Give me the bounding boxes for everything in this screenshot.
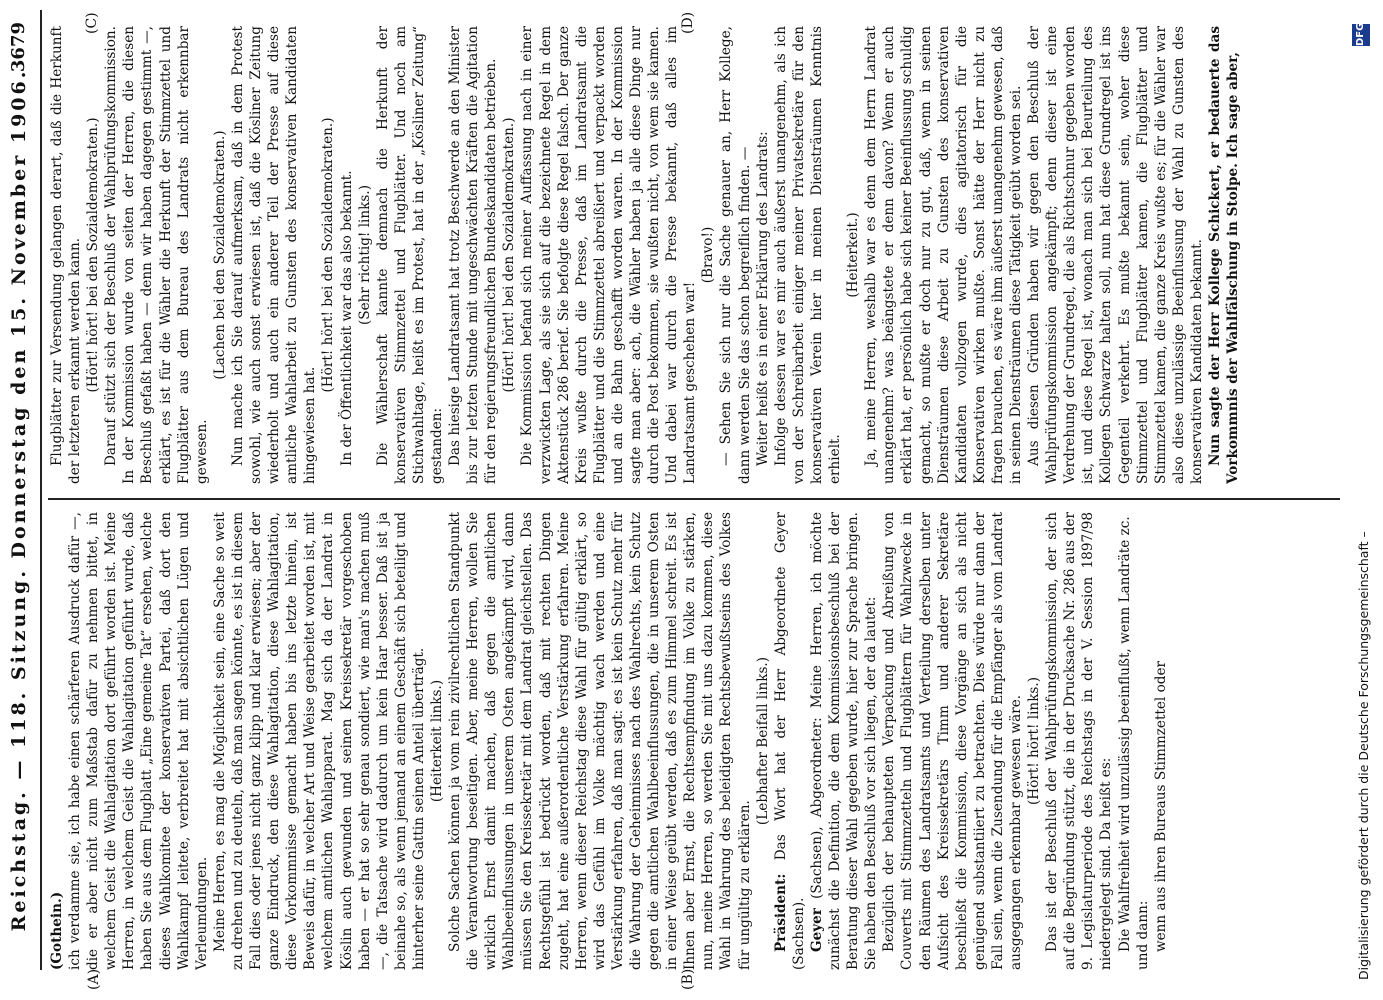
paragraph: Die Wählerschaft kannte demnach die Herkunft der konservativen Stimmzettel und Flugblätter. Und noch am Stichwahltage, heißt es im Protest, hat in der „Kösliner Zeitung“ gestanden:	[374, 26, 445, 484]
page-header-title: Reichstag. — 118. Sitzung. Donnerstag den 15. November 1906.	[8, 68, 30, 932]
paragraph: Das ist der Beschluß der Wahlprüfungskommission, der sich auf die Begründung stützt, die in der Drucksache Nr. 286 aus der 9. Legislaturperiode des Reichstags in der V. Session 1897/98 niedergelegt sind. Da heißt es:	[1044, 512, 1115, 970]
paragraph	[772, 512, 808, 970]
paragraph-text: Das Wort hat der Herr Abgeordnete Geyer (Sachsen).	[772, 512, 807, 970]
interjection: (Hört! hört! bei den Sozialdemokraten.)	[501, 117, 518, 393]
paragraph	[808, 512, 880, 970]
paragraph: Ja, meine Herren, weshalb war es denn dem Herrn Landrat unangenehm? was beängstete er denn davon? Wenn er auch erklärt hat, er persönlich habe sich keiner Beeinflussung schuldig gemacht, so mußte er doch nur zu gut, daß, wenn in seinen Diensträumen diese Arbeit zu Gunsten des konservativen Kandidaten vollzogen wurde, dies agitatorisch für die Konservativen wirken mußte. Sonst hätte der Herr nicht zu fragen brauchen, es wäre ihm äußerst unangenehm gewesen, daß in seinen Diensträumen diese Tätigkeit geübt worden sei.	[863, 26, 1024, 484]
interjection: (Lachen bei den Sozialdemokraten.)	[211, 130, 228, 380]
paragraph: ich verdamme sie, ich habe einen schärferen Ausdruck dafür —, die er aber nicht zum Maßstab dafür zu nehmen bittet, in welchem Geist die Wahlagitation dort geführt worden ist. Meine Herren, in welchem Geist die Wahlagitation geführt wurde, daß haben Sie aus dem Flugblatt „Eine gemeine Tat“ ersehen, welche dieses Wahlkomitee der konservativen Partei, daß dort den Wahlkampf leitete, verbreitet hat mit absichtlichen Lügen und Verleumdungen.	[67, 512, 210, 970]
speaker-tag: (Gothein.)	[49, 891, 65, 970]
interjection: (Heiterkeit.)	[845, 212, 862, 298]
quotation: Die Wahlfreiheit wird unzulässig beeinflußt, wenn Landräte zc.	[1116, 516, 1133, 952]
interjection: (Hört! hört! bei den Sozialdemokraten.)	[85, 117, 102, 393]
header-rule	[40, 10, 42, 970]
margin-marker-d: (D)	[680, 11, 696, 34]
paragraph: Die Kommission befand sich meiner Auffassung nach in einer verzwickten Lage, als sie sich auf die bezeichnete Regel in dem Aktenstück 286 berief. Sie befolgte diese Regel falsch. Der ganze Kreis wußte durch die Presse, daß im Landratsamt die Flugblätter und die Stimmzettel abreißiert und verpackt worden und an die Bahn geschafft worden waren. In der Kommission sagte man aber: ach, die Wähler haben ja alle diese Dinge nur durch die Post bekommen, sie wußten nicht, von wem sie kamen. Und dabei war durch die Presse bekannt, daß alles im Landratsamt geschehen war!	[519, 26, 699, 484]
quotation: Das hiesige Landratsamt hat trotz Beschwerde an den Minister bis zur letzten Stunde mit ungeschwächten Kräften die Agitation für den regierungsfreundlichen Bundeskandidaten betrieben.	[447, 26, 500, 484]
paragraph: Solche Sachen können ja vom rein zivilrechtlichen Standpunkt die Verantwortung beseitigen. Aber, meine Herren, wollen Sie wirklich Ernst damit machen, daß gegen die amtlichen Wahlbeeinflussungen in unserem Osten angekämpft wird, dann müssen Sie den Kreissekretär mit dem Landrat gleichstellen. Das Rechtsgefühl ist bedrückt worden, daß mit rechten Dingen zugeht, hat eine außerordentliche Verstärkung erfahren. Meine Herren, wenn dieser Reichstag diese Wahl für gültig erklärt, so wird das Gefühl im Volke mächtig wach werden und eine Verstärkung erfahren, daß man sagt: es ist kein Schutz mehr für die Wahrung der Geheimnisses nach des Wahlrechts, kein Schutz gegen die amtlichen Wahlbeeinflussungen, die in unserem Osten in einer Weise geübt werden, daß es zum Himmel schreit. Es ist Ihnen aber Ernst, die Rechtsempfindung im Volke zu stärken, nun, meine Herren, so werden Sie mit uns dazu kommen, diese Wahl in Wahrung des beleidigten Rechtsbewußtseins des Volkes für ungültig zu erklären.	[447, 512, 753, 970]
paragraph: Aus diesen Gründen haben wir gegen den Beschluß der Wahlprüfungskommission angekämpft; denn dieser ist eine Verdrehung der Grundregel, die als Richtschnur gegeben worden ist, und diese Regel ist, wonach man sich bei Beurteilung des Kollegen Schwarze halten soll, nun hat diese Grundregel ist ins Gegenteil verkehrt. Es mußte bekannt sein, woher diese Stimmzettel und Flugblätter kamen, die Flugblätter und Stimmzettel kamen, die ganze Kreis wußte es; für die Wähler war also diese unzulässige Beeinflussung der Wahl zu Gunsten des konservativen Kandidaten bekannt.	[1026, 26, 1205, 484]
page-number: 3679	[8, 22, 29, 73]
left-column	[48, 512, 1340, 970]
margin-marker-c: (C)	[84, 12, 100, 34]
paragraph-text: (Sachsen), Abgeordneter: Meine Herren, ich möchte zunächst die Definition, die dem Kommissionsbeschluß bei der Beratung dieser Wahl gegeben wurde, hier zur Sprache bringen. Sie haben den Beschluß vor sich liegen, der da lautet:	[808, 512, 880, 970]
dfg-logo: DFG	[1352, 24, 1370, 46]
paragraph: Darauf stützt sich der Beschluß der Wahlprüfungskommission. In der Kommission wurde von seiten der Herren, die diesen Beschluß gefaßt haben — denn wir haben dagegen gestimmt —, erklärt, es ist für die Wähler die Herkunft der Stimmzettel und Flugblätter aus dem Bureau des Landrats nicht erkennbar gewesen.	[103, 26, 210, 484]
paragraph: Nun mache ich Sie darauf aufmerksam, daß in dem Protest sowohl, wie auch sonst erwiesen ist, daß die Kösliner Zeitung wiederholt und auch ein anderer Teil der Presse auf diese amtliche Wahlarbeit zu Gunsten des konservativen Kandidaten hingewiesen hat.	[229, 26, 319, 484]
margin-marker-b: (B)	[680, 968, 696, 990]
interjection: (Sehr richtig! links.)	[356, 184, 373, 326]
paragraph: Nun sagte der Herr Kollege Schickert, er bedauerte das Vorkommnis der Wahlfälschung in Stolpe. Ich sage aber,	[1207, 26, 1242, 484]
right-column	[48, 26, 1340, 484]
paragraph: In der Öffentlichkeit war das also bekannt.	[338, 170, 355, 466]
quotation: Infolge dessen war es mir auch äußerst unangenehm, als ich von der Schreibarbeit einiger meiner Privatsekretäre für den konservativen Verein hier in meinen Diensträumen Kenntnis erhielt.	[772, 26, 844, 484]
interjection: (Lebhafter Beifall links.)	[754, 656, 771, 826]
interjection: (Heiterkeit links.)	[428, 679, 445, 803]
interjection: (Hört! hört! links.)	[1026, 676, 1043, 806]
paragraph: Meine Herren, es mag die Möglichkeit sein, eine Sache so weit zu drehen und zu deuteln, daß man sagen könnte, es ist in diesem Fall dies oder jenes nicht ganz klipp und klar erwiesen; aber der ganze Eindruck, den diese Wahlagitation, diese Wahlagitation, diese Vorkommnisse gemacht haben bis ins letzte hinein, ist Beweis dafür, in welcher Art und Weise gearbeitet worden ist, mit welchem amtlichen Wahlapparat. Mag sich da der Landrat in Köslin auch gewunden und seinen Kreissekretär vorgeschoben haben — er hat so sehr genau sondiert, wie man's machen muß —, die Tatsache wird dadurch um kein Haar besser. Daß ist ja beinahe so, als wenn jemand an einem Geschäft sich beteiligt und hinterher seine Gattin seinen Anteil überträgt.	[211, 512, 427, 970]
column-divider	[48, 498, 1340, 500]
footer-credit: Digitalisierung gefördert durch die Deutsche Forschungsgemeinschaft –	[1356, 531, 1371, 980]
margin-marker-a: (A)	[86, 968, 102, 990]
paragraph: — Sehen Sie sich nur die Sache genauer an, Herr Kollege, dann werden Sie das schon begreiflich finden. —	[718, 26, 753, 484]
paragraph: und dann:	[1134, 900, 1151, 970]
paragraph: Weiter heißt es in einer Erklärung des Landrats:	[754, 131, 771, 466]
quotation: Bezüglich der behaupteten Verpackung und Abreißung von Couverts mit Stimmzetteln und Flugblättern für Wahlzwecke in den Räumen des Landratsamts und Verteilung derselben unter Aufsicht des Kreissekretärs Timm und anderer Sekretäre beschließt die Kommission, diese Vorgänge an sich als nicht genügend substantiiert zu betrachten. Dies würde nur dann der Fall sein, wenn die Zusendung für die Empfänger als vom Landrat ausgegangen erkennbar gewesen wäre.	[881, 512, 1024, 970]
interjection: (Hört! hört! bei den Sozialdemokraten.)	[320, 117, 337, 393]
interjection: (Bravo!)	[700, 226, 717, 284]
speaker-name: Präsident:	[772, 873, 789, 952]
quotation: wenn aus ihren Bureaus Stimmzettel oder	[1152, 660, 1169, 952]
quotation: Flugblätter zur Versendung gelangen derart, daß die Herkunft der letzteren erkannt werden kann.	[49, 26, 84, 484]
speaker-name: Geyer	[808, 908, 825, 952]
